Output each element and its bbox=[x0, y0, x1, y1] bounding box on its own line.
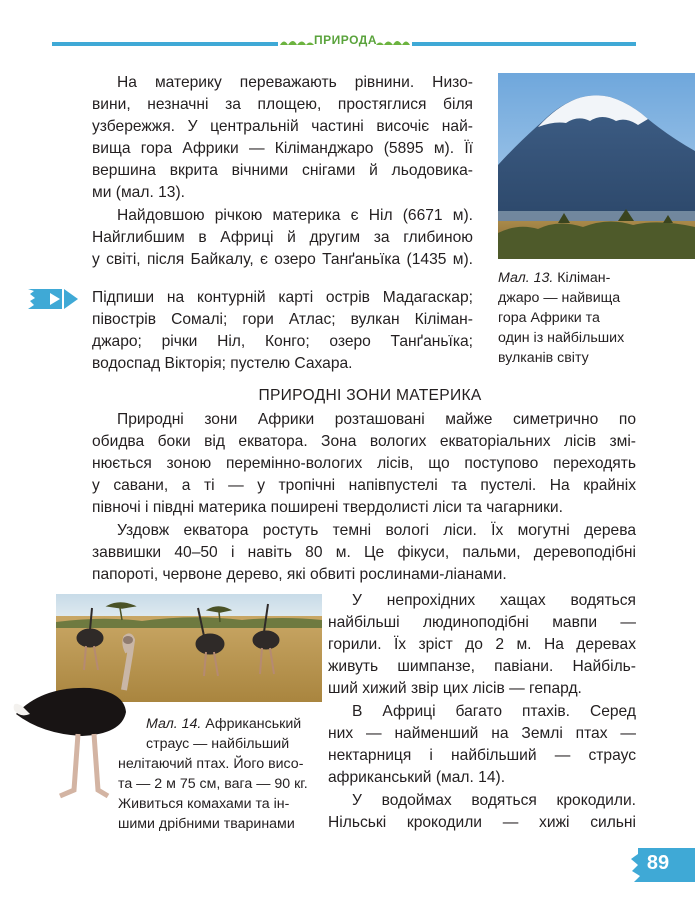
figure-label: Мал. 13. bbox=[498, 270, 554, 286]
leaf-ornament-left-icon bbox=[278, 36, 316, 48]
text-line: На материку переважають рівнини. Низо- bbox=[117, 74, 473, 91]
page-number: 89 bbox=[646, 852, 670, 874]
text-line: них — найменший на Землі птах — bbox=[328, 725, 636, 742]
section-title-natural-zones: ПРИРОДНІ ЗОНИ МАТЕРИКА bbox=[258, 387, 482, 404]
caption-line: Кіліман- bbox=[557, 270, 611, 286]
header-rule-right bbox=[412, 42, 636, 46]
text-line: вини, незначні за площею, простяглися біля bbox=[92, 96, 473, 113]
figure-label: Мал. 14. bbox=[146, 716, 202, 732]
text-line: Найдовшою річкою материка є Ніл (6671 м). bbox=[117, 207, 473, 224]
text-line: вища гора Африки — Кіліманджаро (5895 м). Її bbox=[92, 140, 473, 157]
text-line: У водоймах водяться крокодили. bbox=[352, 792, 636, 809]
text-line: живуть шимпанзе, павіани. Найбіль- bbox=[328, 658, 636, 675]
text-line: Уздовж екватора ростуть темні вологі ліси. Їх могутні дерева bbox=[117, 522, 636, 539]
caption-line: шими дрібними тваринами bbox=[118, 816, 295, 832]
text-line: Природні зони Африки розташовані майже симетрично по bbox=[117, 411, 636, 428]
text-line: Підпиши на контурній карті острів Мадагаскар; bbox=[92, 289, 473, 306]
text-line: у савани, а ті — у тропічні напівпустелі та пустелі. На крайніх bbox=[92, 477, 636, 494]
leaf-ornament-right-icon bbox=[374, 36, 412, 48]
caption-line: нелітаючий птах. Його висо- bbox=[118, 756, 304, 772]
caption-line: гора Африки та bbox=[498, 310, 600, 326]
section-header-title: ПРИРОДА bbox=[314, 33, 377, 47]
task-arrow-icon bbox=[28, 287, 80, 311]
text-line: півострів Сомалі; гори Атлас; вулкан Кіліман- bbox=[92, 311, 473, 328]
caption-line: джаро — найвища bbox=[498, 290, 621, 306]
caption-line: Живиться комахами та ін- bbox=[118, 796, 290, 812]
text-line: обидва боки від екватора. Зона вологих екваторіальних лісів змі- bbox=[92, 433, 636, 450]
text-line: горили. Їх зріст до 2 м. На деревах bbox=[328, 636, 636, 653]
text-line: водоспад Вікторія; пустелю Сахара. bbox=[92, 355, 353, 372]
text-line: ший хижий звір цих лісів — гепард. bbox=[328, 680, 582, 697]
text-line: Найглибшим в Африці й другим за глибиною bbox=[92, 229, 473, 246]
caption-line: Африканський bbox=[205, 716, 302, 732]
text-line: півночі і півдні материка поширені твердолисті ліси та чагарники. bbox=[92, 499, 563, 516]
kilimanjaro-photo bbox=[498, 73, 695, 259]
text-line: нюється зоною перемінно-вологих лісів, що поступово переходять bbox=[92, 455, 636, 472]
caption-line: та — 2 м 75 см, вага — 90 кг. bbox=[118, 776, 308, 792]
caption-line: один із найбільших bbox=[498, 330, 625, 346]
text-line: У непрохідних хащах водяться bbox=[352, 592, 636, 609]
text-line: В Африці багато птахів. Серед bbox=[352, 703, 636, 720]
text-line: нектарниця і найбільший — страус bbox=[328, 747, 636, 764]
text-line: вершина вкрита вічними снігами й льодовика- bbox=[92, 162, 473, 179]
text-line: папороті, червоне дерево, які обвиті рослинами-ліанами. bbox=[92, 566, 507, 583]
text-line: Нільські крокодили — хижі сильні bbox=[328, 814, 636, 831]
text-line: заввишки 40–50 і навіть 80 м. Це фікуси, пальми, деревоподібні bbox=[92, 544, 636, 561]
text-line: ми (мал. 13). bbox=[92, 184, 185, 201]
text-line: найбільші людиноподібні мавпи — bbox=[328, 614, 636, 631]
caption-line: вулканів світу bbox=[498, 350, 589, 366]
text-line: джаро; річки Ніл, Конго; озеро Танґаньїка; bbox=[92, 333, 473, 350]
header-rule-left bbox=[52, 42, 278, 46]
text-line: у світі, після Байкалу, є озеро Танґаньїка (1435 м). bbox=[92, 251, 473, 268]
text-line: африканський (мал. 14). bbox=[328, 769, 506, 786]
text-line: узбережжя. У центральній частині височіє най- bbox=[92, 118, 473, 135]
caption-line: страус — найбільший bbox=[146, 736, 290, 752]
